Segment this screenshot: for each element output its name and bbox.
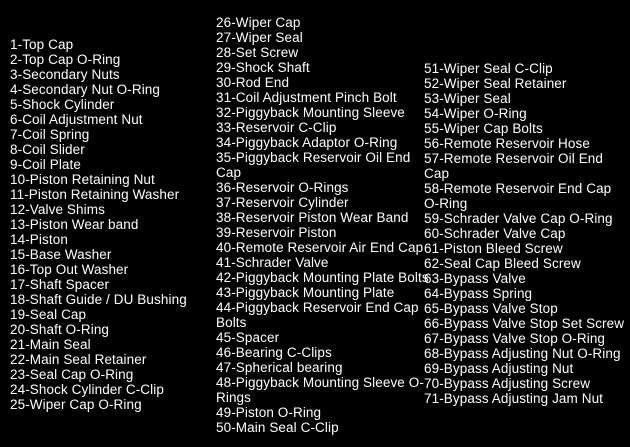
part-list-item: 70-Bypass Adjusting Screw [424, 376, 591, 391]
part-list-item: 15-Base Washer [10, 247, 112, 262]
part-list-item: 47-Spherical bearing [216, 360, 343, 375]
part-list-item: 48-Piggyback Mounting Sleeve O-Rings [216, 375, 424, 405]
part-list-item: 42-Piggyback Mounting Plate Bolts [216, 270, 429, 285]
part-list-item: 58-Remote Reservoir End Cap O-Ring [424, 181, 612, 211]
part-list-item: 66-Bypass Valve Stop Set Screw [424, 316, 625, 331]
part-list-item: 52-Wiper Seal Retainer [424, 76, 567, 91]
part-list-item: 10-Piston Retaining Nut [10, 172, 155, 187]
part-list-item: 33-Reservoir C-Clip [216, 120, 337, 135]
part-list-item: 56-Remote Reservoir Hose [424, 136, 590, 151]
part-list-item: 39-Reservoir Piston [216, 225, 337, 240]
part-list-item: 9-Coil Plate [10, 157, 81, 172]
part-list-item: 6-Coil Adjustment Nut [10, 112, 143, 127]
part-list-item: 57-Remote Reservoir Oil End Cap [424, 151, 604, 181]
part-list-item: 3-Secondary Nuts [10, 67, 120, 82]
part-list-item: 31-Coil Adjustment Pinch Bolt [216, 90, 397, 105]
part-list-item: 4-Secondary Nut O-Ring [10, 82, 161, 97]
part-list-item: 8-Coil Slider [10, 142, 85, 157]
part-list-item: 35-Piggyback Reservoir Oil End Cap [216, 150, 411, 180]
part-list-item: 64-Bypass Spring [424, 286, 533, 301]
part-list-item: 25-Wiper Cap O-Ring [10, 397, 142, 412]
parts-column-3 [424, 61, 630, 406]
part-list-item: 68-Bypass Adjusting Nut O-Ring [424, 346, 621, 361]
part-list-item: 65-Bypass Valve Stop [424, 301, 558, 316]
part-list-item: 21-Main Seal [10, 337, 91, 352]
part-list-item: 54-Wiper O-Ring [424, 106, 527, 121]
part-list-item: 45-Spacer [216, 330, 280, 345]
part-list-item: 24-Shock Cylinder C-Clip [10, 382, 164, 397]
part-list-item: 27-Wiper Seal [216, 30, 303, 45]
part-list-item: 14-Piston [10, 232, 68, 247]
part-list-item: 60-Schrader Valve Cap [424, 226, 566, 241]
part-list-item: 20-Shaft O-Ring [10, 322, 110, 337]
part-list-item: 7-Coil Spring [10, 127, 90, 142]
part-list-item: 61-Piston Bleed Screw [424, 241, 563, 256]
part-list-item: 50-Main Seal C-Clip [216, 420, 339, 435]
part-list-item: 53-Wiper Seal [424, 91, 511, 106]
part-list-item: 5-Shock Cylinder [10, 97, 115, 112]
part-list-item: 30-Rod End [216, 75, 290, 90]
part-list-item: 17-Shaft Spacer [10, 277, 110, 292]
part-list-item: 12-Valve Shims [10, 202, 105, 217]
part-list-item: 38-Reservoir Piston Wear Band [216, 210, 409, 225]
part-list-item: 55-Wiper Cap Bolts [424, 121, 543, 136]
part-list-item: 1-Top Cap [10, 37, 74, 52]
part-list-item: 11-Piston Retaining Washer [10, 187, 180, 202]
part-list-item: 34-Piggyback Adaptor O-Ring [216, 135, 398, 150]
part-list-item: 69-Bypass Adjusting Nut [424, 361, 574, 376]
part-list-item: 67-Bypass Valve Stop O-Ring [424, 331, 606, 346]
part-list-item: 19-Seal Cap [10, 307, 87, 322]
part-list-item: 51-Wiper Seal C-Clip [424, 61, 553, 76]
part-list-item: 16-Top Out Washer [10, 262, 129, 277]
part-list-item: 46-Bearing C-Clips [216, 345, 332, 360]
part-list-item: 43-Piggyback Mounting Plate [216, 285, 395, 300]
part-list-item: 63-Bypass Valve [424, 271, 526, 286]
part-list-item: 23-Seal Cap O-Ring [10, 367, 134, 382]
part-list-item: 18-Shaft Guide / DU Bushing [10, 292, 187, 307]
part-list-item: 13-Piston Wear band [10, 217, 139, 232]
part-list-item: 32-Piggyback Mounting Sleeve [216, 105, 405, 120]
part-list-item: 2-Top Cap O-Ring [10, 52, 121, 67]
part-list-item: 41-Schrader Valve [216, 255, 329, 270]
parts-column-2 [216, 15, 429, 435]
part-list-item: 29-Shock Shaft [216, 60, 310, 75]
part-list-item: 40-Remote Reservoir Air End Cap [216, 240, 424, 255]
part-list-item: 26-Wiper Cap [216, 15, 301, 30]
part-list-item: 62-Seal Cap Bleed Screw [424, 256, 581, 271]
part-list-item: 37-Reservoir Cylinder [216, 195, 349, 210]
part-list-item: 22-Main Seal Retainer [10, 352, 147, 367]
part-list-item: 59-Schrader Valve Cap O-Ring [424, 211, 613, 226]
part-list-item: 44-Piggyback Reservoir End Cap Bolts [216, 300, 419, 330]
part-list-item: 36-Reservoir O-Rings [216, 180, 349, 195]
part-list-item: 71-Bypass Adjusting Jam Nut [424, 391, 604, 406]
part-list-item: 49-Piston O-Ring [216, 405, 322, 420]
part-list-item: 28-Set Screw [216, 45, 299, 60]
parts-column-1 [10, 37, 211, 412]
